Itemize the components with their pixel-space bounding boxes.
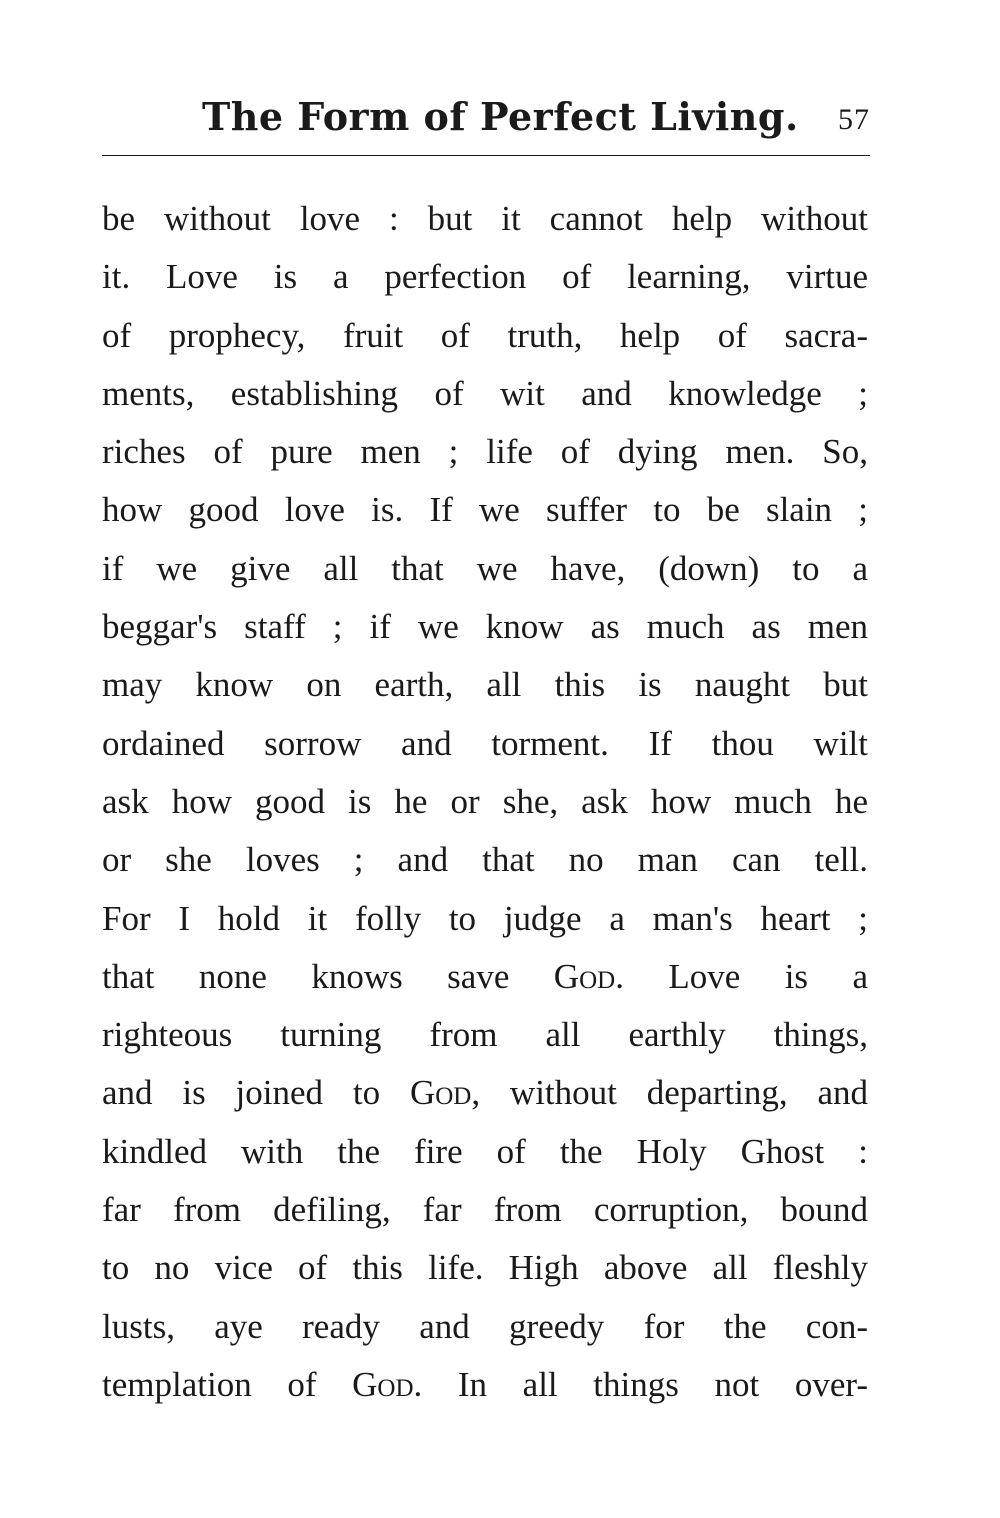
text-line: templation of God. In all things not over- bbox=[102, 1364, 868, 1404]
text-line: it. Love is a perfection of learning, virtue bbox=[102, 257, 868, 297]
text-line: may know on earth, all this is naught but bbox=[102, 665, 868, 705]
text-line: riches of pure men ; life of dying men. So, bbox=[102, 432, 868, 472]
running-title: The Form of Perfect Living. bbox=[202, 94, 799, 139]
text-line: ments, establishing of wit and knowledge ; bbox=[102, 373, 868, 413]
small-caps-god: God bbox=[553, 956, 616, 996]
text-line: ordained sorrow and torment. If thou wilt bbox=[102, 723, 868, 763]
text-line: and is joined to God, without departing, and bbox=[102, 1073, 868, 1113]
text-line: be without love : but it cannot help without bbox=[102, 199, 868, 238]
text-line: to no vice of this life. High above all fleshly bbox=[102, 1248, 868, 1288]
text-line: far from defiling, far from corruption, bound bbox=[102, 1190, 868, 1230]
header-rule bbox=[102, 155, 870, 156]
text-line: if we give all that we have, (down) to a bbox=[102, 548, 868, 588]
text-line: that none knows save God. Love is a bbox=[102, 956, 868, 996]
small-caps-god: God bbox=[409, 1073, 472, 1113]
running-head bbox=[102, 92, 870, 152]
text-line: lusts, aye ready and greedy for the con- bbox=[102, 1306, 868, 1346]
text-line: or she loves ; and that no man can tell. bbox=[102, 840, 868, 880]
small-caps-god: God bbox=[352, 1364, 414, 1404]
text-line: how good love is. If we suffer to be slain ; bbox=[102, 490, 868, 530]
page-number: 57 bbox=[838, 103, 870, 136]
text-line: of prophecy, fruit of truth, help of sacra- bbox=[102, 315, 868, 355]
text-line: righteous turning from all earthly things, bbox=[102, 1015, 868, 1055]
text-line: kindled with the fire of the Holy Ghost : bbox=[102, 1131, 868, 1171]
body-text bbox=[102, 196, 868, 1420]
text-line: beggar's staff ; if we know as much as men bbox=[102, 607, 868, 647]
text-line: For I hold it folly to judge a man's heart ; bbox=[102, 898, 868, 938]
text-line: ask how good is he or she, ask how much he bbox=[102, 781, 868, 821]
